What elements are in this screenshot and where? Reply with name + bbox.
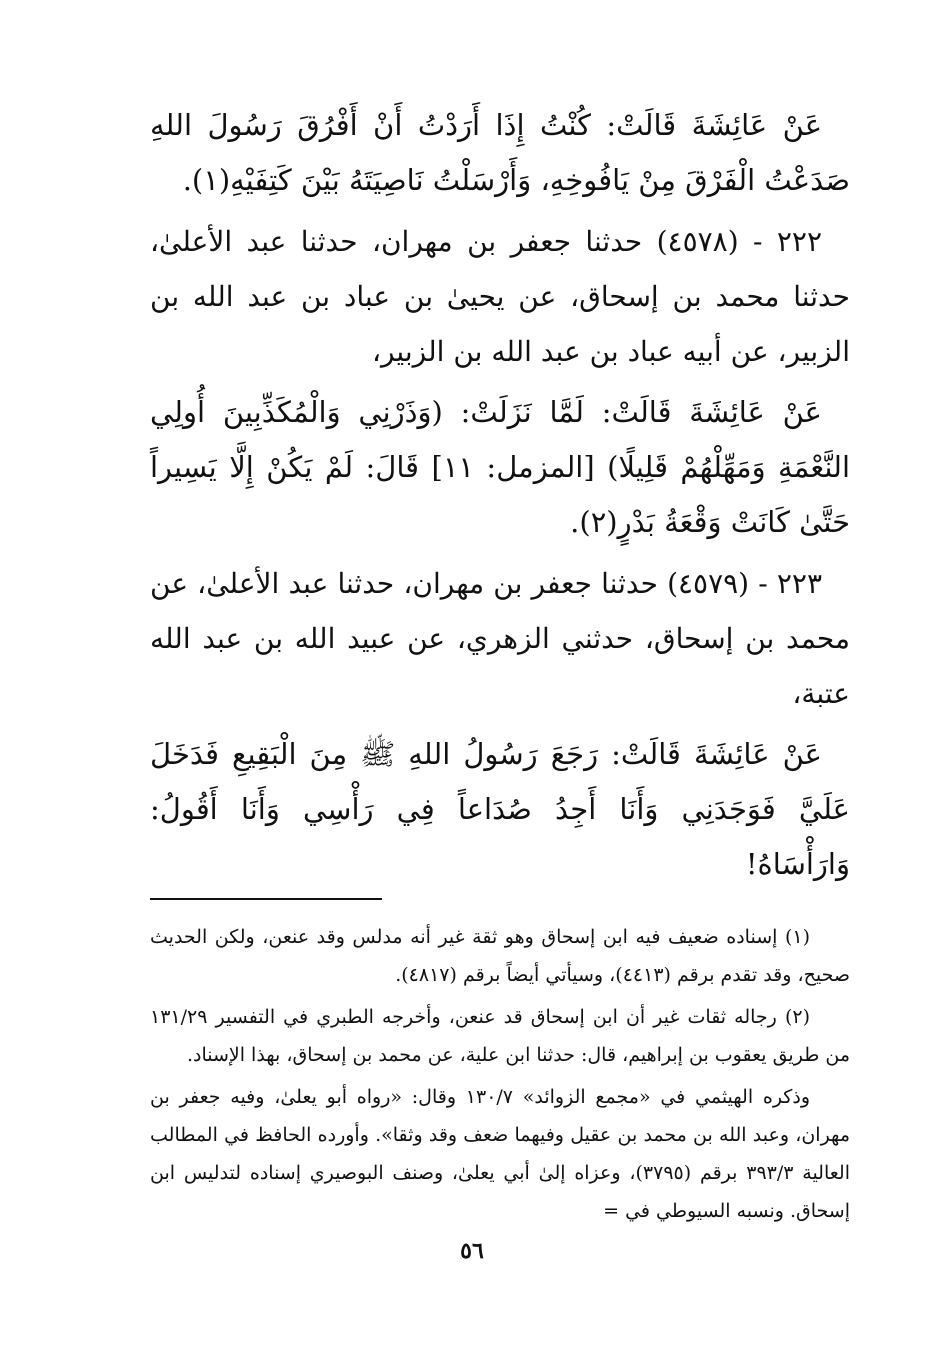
page-number: ٥٦ xyxy=(460,1238,484,1264)
hadith-paragraph-1 xyxy=(150,98,850,208)
hadith-text-3: عَنْ عَائِشَةَ قَالَتْ: رَجَعَ رَسُولُ اللهِ ﷺ مِنَ الْبَقِيعِ فَدَخَلَ عَلَيَّ فَوَجَدَنِي وَأَنَا أَجِدُ صُدَاعاً فِي رَأْسِي وَأَنَا أَقُولُ: وَارَأْسَاهُ! xyxy=(150,737,850,881)
hadith-text-2: عَنْ عَائِشَةَ قَالَتْ: لَمَّا نَزَلَتْ: (وَذَرْنِي وَالْمُكَذِّبِينَ أُولِي النَّعْمَةِ وَمَهِّلْهُمْ قَلِيلًا) [المزمل: ١١] قَالَ: لَمْ يَكُنْ إِلَّا يَسِيراً حَتَّىٰ كَانَتْ وَقْعَةُ بَدْرٍ(٢). xyxy=(150,395,851,539)
page-body xyxy=(150,98,850,1234)
hadith-text-1: عَنْ عَائِشَةَ قَالَتْ: كُنْتُ إِذَا أَرَدْتُ أَنْ أَفْرُقَ رَسُولَ اللهِ صَدَعْتُ الْفَرْقَ مِنْ يَافُوخِهِ، وَأَرْسَلْتُ نَاصِيَتَهُ بَيْنَ كَتِفَيْهِ(١). xyxy=(150,108,850,197)
footnote-text-2: (٢) رجاله ثقات غير أن ابن إسحاق قد عنعن، وأخرجه الطبري في التفسير ١٣١/٢٩ من طريق يعقوب بن إبراهيم، قال: حدثنا ابن علية، عن محمد بن إسحاق، بهذا الإسناد. xyxy=(150,1006,850,1066)
footnote-text-1: (١) إسناده ضعيف فيه ابن إسحاق وهو ثقة غير أنه مدلس وقد عنعن، ولكن الحديث صحيح، وقد تقدم برقم (٤٤١٣)، وسيأتي أيضاً برقم (٤٨١٧). xyxy=(150,926,850,986)
isnad-paragraph-223 xyxy=(150,556,850,721)
isnad-text-223: ٢٢٣ - (٤٥٧٩) حدثنا جعفر بن مهران، حدثنا عبد الأعلىٰ، عن محمد بن إسحاق، حدثني الزهري، عن عبيد الله بن عبد الله عتبة، xyxy=(150,567,850,710)
isnad-text-222: ٢٢٢ - (٤٥٧٨) حدثنا جعفر بن مهران، حدثنا عبد الأعلىٰ، حدثنا محمد بن إسحاق، عن يحيىٰ بن عباد بن عبد الله بن الزبير، عن أبيه عباد بن عبد الله بن الزبير، xyxy=(150,225,850,368)
footnote-3 xyxy=(150,1078,850,1230)
hadith-paragraph-3 xyxy=(150,727,850,892)
isnad-paragraph-222 xyxy=(150,214,850,379)
footnote-2 xyxy=(150,998,850,1074)
footnote-1 xyxy=(150,918,850,994)
hadith-paragraph-2 xyxy=(150,385,850,550)
footnote-separator xyxy=(150,898,382,900)
footnote-text-3: وذكره الهيثمي في «مجمع الزوائد» ١٣٠/٧ وقال: «رواه أبو يعلىٰ، وفيه جعفر بن مهران، وعبد الله بن محمد بن عقيل وفيهما ضعف وقد وثقا». وأورده الحافظ في المطالب العالية ٣٩٣/٣ برقم (٣٧٩٥)، وعزاه إلىٰ أبي يعلىٰ، وصنف البوصيري إسناده لتدليس ابن إسحاق. ونسبه السيوطي في = xyxy=(150,1086,850,1222)
